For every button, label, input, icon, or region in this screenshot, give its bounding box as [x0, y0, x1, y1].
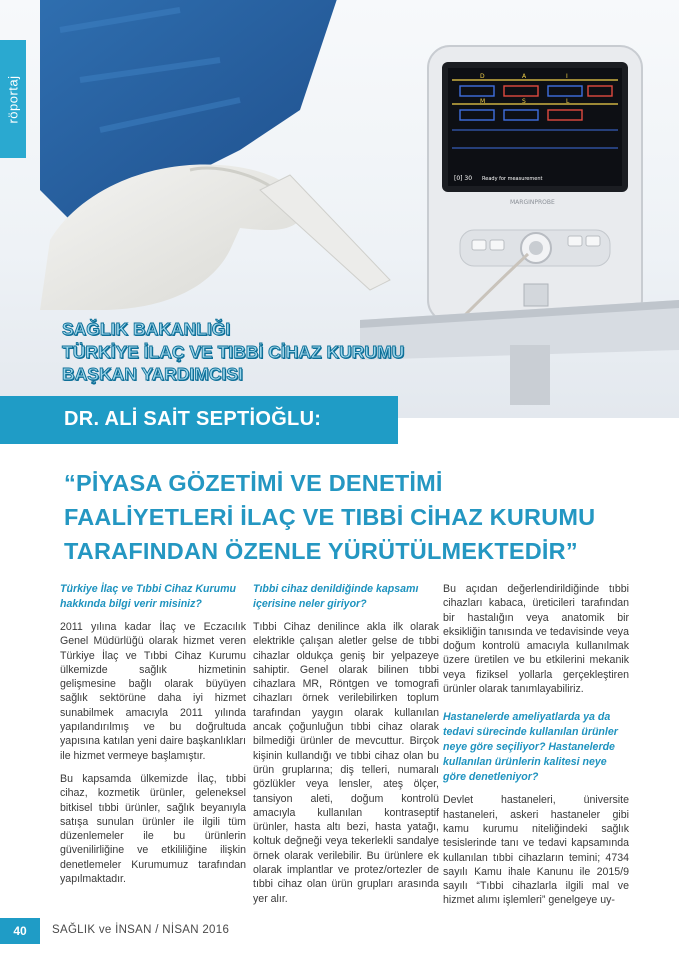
headline-quote [64, 466, 654, 568]
agency-title-line: BAŞKAN YARDIMCISI [62, 364, 243, 384]
interview-question: Tıbbi cihaz denildiğinde kapsamı içerisine neler giriyor? [253, 583, 419, 610]
device-channel-label: M [480, 98, 486, 105]
device-channel-label: A [522, 73, 527, 80]
device-channel-label: L [566, 98, 570, 105]
article-paragraph: Bu açıdan değerlendirildiğinde tıbbi cihazları kabaca, üreticileri tarafından bir hastalığın veya anatomik bir eksikliğin tanısında ve tedavisinde veya doğum kontrolü amacıyla kullanılmak üzere üretilen ve bu etkilerini mekanik veya fiziksel yollarla gerçekleştiren ürünler olarak tanımlayabiliriz. [443, 583, 629, 696]
device-status: Ready for measurement [482, 176, 543, 182]
headline-line: TARAFINDAN ÖZENLE YÜRÜTÜLMEKTEDİR” [64, 538, 578, 564]
device-channel-label: S [522, 98, 526, 105]
surgeon-illustration [40, 0, 400, 310]
agency-title [62, 318, 404, 386]
agency-title-line: TÜRKİYE İLAÇ VE TIBBİ CİHAZ KURUMU [62, 341, 405, 362]
article-column-3 [443, 582, 629, 917]
device-counter: [0] 30 [454, 175, 473, 182]
device-channel-label: D [480, 73, 485, 80]
interview-question: Hastanelerde ameliyatlarda ya da tedavi sürecinde kullanılan ürünler neye göre seçiliyor? Hastanelerde kullanılan ürünlerin kalitesi neye göre denetleniyor? [443, 711, 618, 784]
headline-line: “PİYASA GÖZETİMİ VE DENETİMİ [64, 470, 443, 496]
medical-device [420, 40, 650, 330]
article-column-2 [253, 582, 439, 915]
device-cart [360, 290, 679, 410]
interviewee-name-bar [0, 396, 398, 444]
article-paragraph: Bu kapsamda ülkemizde İlaç, tıbbi cihaz, kozmetik ürünler, geleneksel bitkisel tıbbi ürünler, sağlık beyanıyla satışa sunulan ürünler ile ilgili tüm düzenlemeler ile bu ürünlerin güvenilirliğine ve etkililiğine ilişkin denetlemeler Kurumumuz tarafından yapılmaktadır. [60, 772, 246, 886]
interview-question: Türkiye İlaç ve Tıbbi Cihaz Kurumu hakkında bilgi verir misiniz? [60, 583, 237, 610]
article-paragraph: Tıbbi Cihaz denilince akla ilk olarak elektrikle çalışan aletler gelse de tıbbi cihazlar oldukça geniş bir yelpazeye sahiptir. Genel olarak bilinen tıbbi cihazlara MR, Röntgen ve tomografi cihazları örnek verilebilirken toplum tarafından yaygın olarak kullanılan ancak çoğunluğun tıbbi cihaz olarak bilmediği ürünler de mevcuttur. Birçok kişinin kullandığı ve tıbbi cihaz olan bu ürün gruplarına; diş telleri, numaralı gözlükler veya lensler, ateş ölçer, tansiyon aleti, doğum kontrolü amacıyla kullanılan kontraseptif ürünler, hasta altı bezi, hasta yatağı, koltuk değneği veya tekerlekli sandalye örnek olarak verilebilir. Bu ürünlere ek olarak implantlar ve protez/ortezler de tıbbi cihaz olan ürün grupları arasında yer alır. [253, 621, 439, 905]
device-brand: MARGINPROBE [510, 199, 555, 206]
publication-footer: SAĞLIK ve İNSAN / NİSAN 2016 [52, 924, 230, 936]
page-number: 40 [0, 918, 40, 944]
article-paragraph: Devlet hastaneleri, üniversite hastaneleri, askeri hastaneler gibi kamu kurumu niteliğindeki sağlık tesislerinde tanı ve tedavi kapsamında kullanılan tıbbi cihazların temini; 4734 sayılı Kamu ihale Kanunu ile 2015/9 sayılı “Tıbbi cihazlarla ilgili mal ve hizmet alımı işlemleri” genelgeye uy- [443, 794, 629, 907]
interviewee-name: DR. ALİ SAİT SEPTİOĞLU: [64, 408, 322, 430]
device-channel-label: I [566, 73, 568, 80]
article-paragraph: 2011 yılına kadar İlaç ve Eczacılık Genel Müdürlüğü olarak hizmet veren Türkiye İlaç ve Tıbbi Cihaz Kurumu ülkemizde sağlık hizmetinin gelişmesine bağlı olarak büyüyen sağlık sektörüne daha iyi hizmet sunabilmek amacıyla 2011 yılında yapılandırılmış ve bu doğrultuda yapısına katılan yeni daire başkanlıkları ile hizmet vermeye başlamıştır. [60, 621, 246, 762]
agency-title-line: SAĞLIK BAKANLIĞI [62, 319, 231, 339]
section-tab [0, 40, 26, 158]
section-tab-label: röportaj [5, 74, 21, 124]
article-column-1 [60, 582, 246, 895]
headline-line: FAALİYETLERİ İLAÇ VE TIBBİ CİHAZ KURUMU [64, 504, 596, 530]
